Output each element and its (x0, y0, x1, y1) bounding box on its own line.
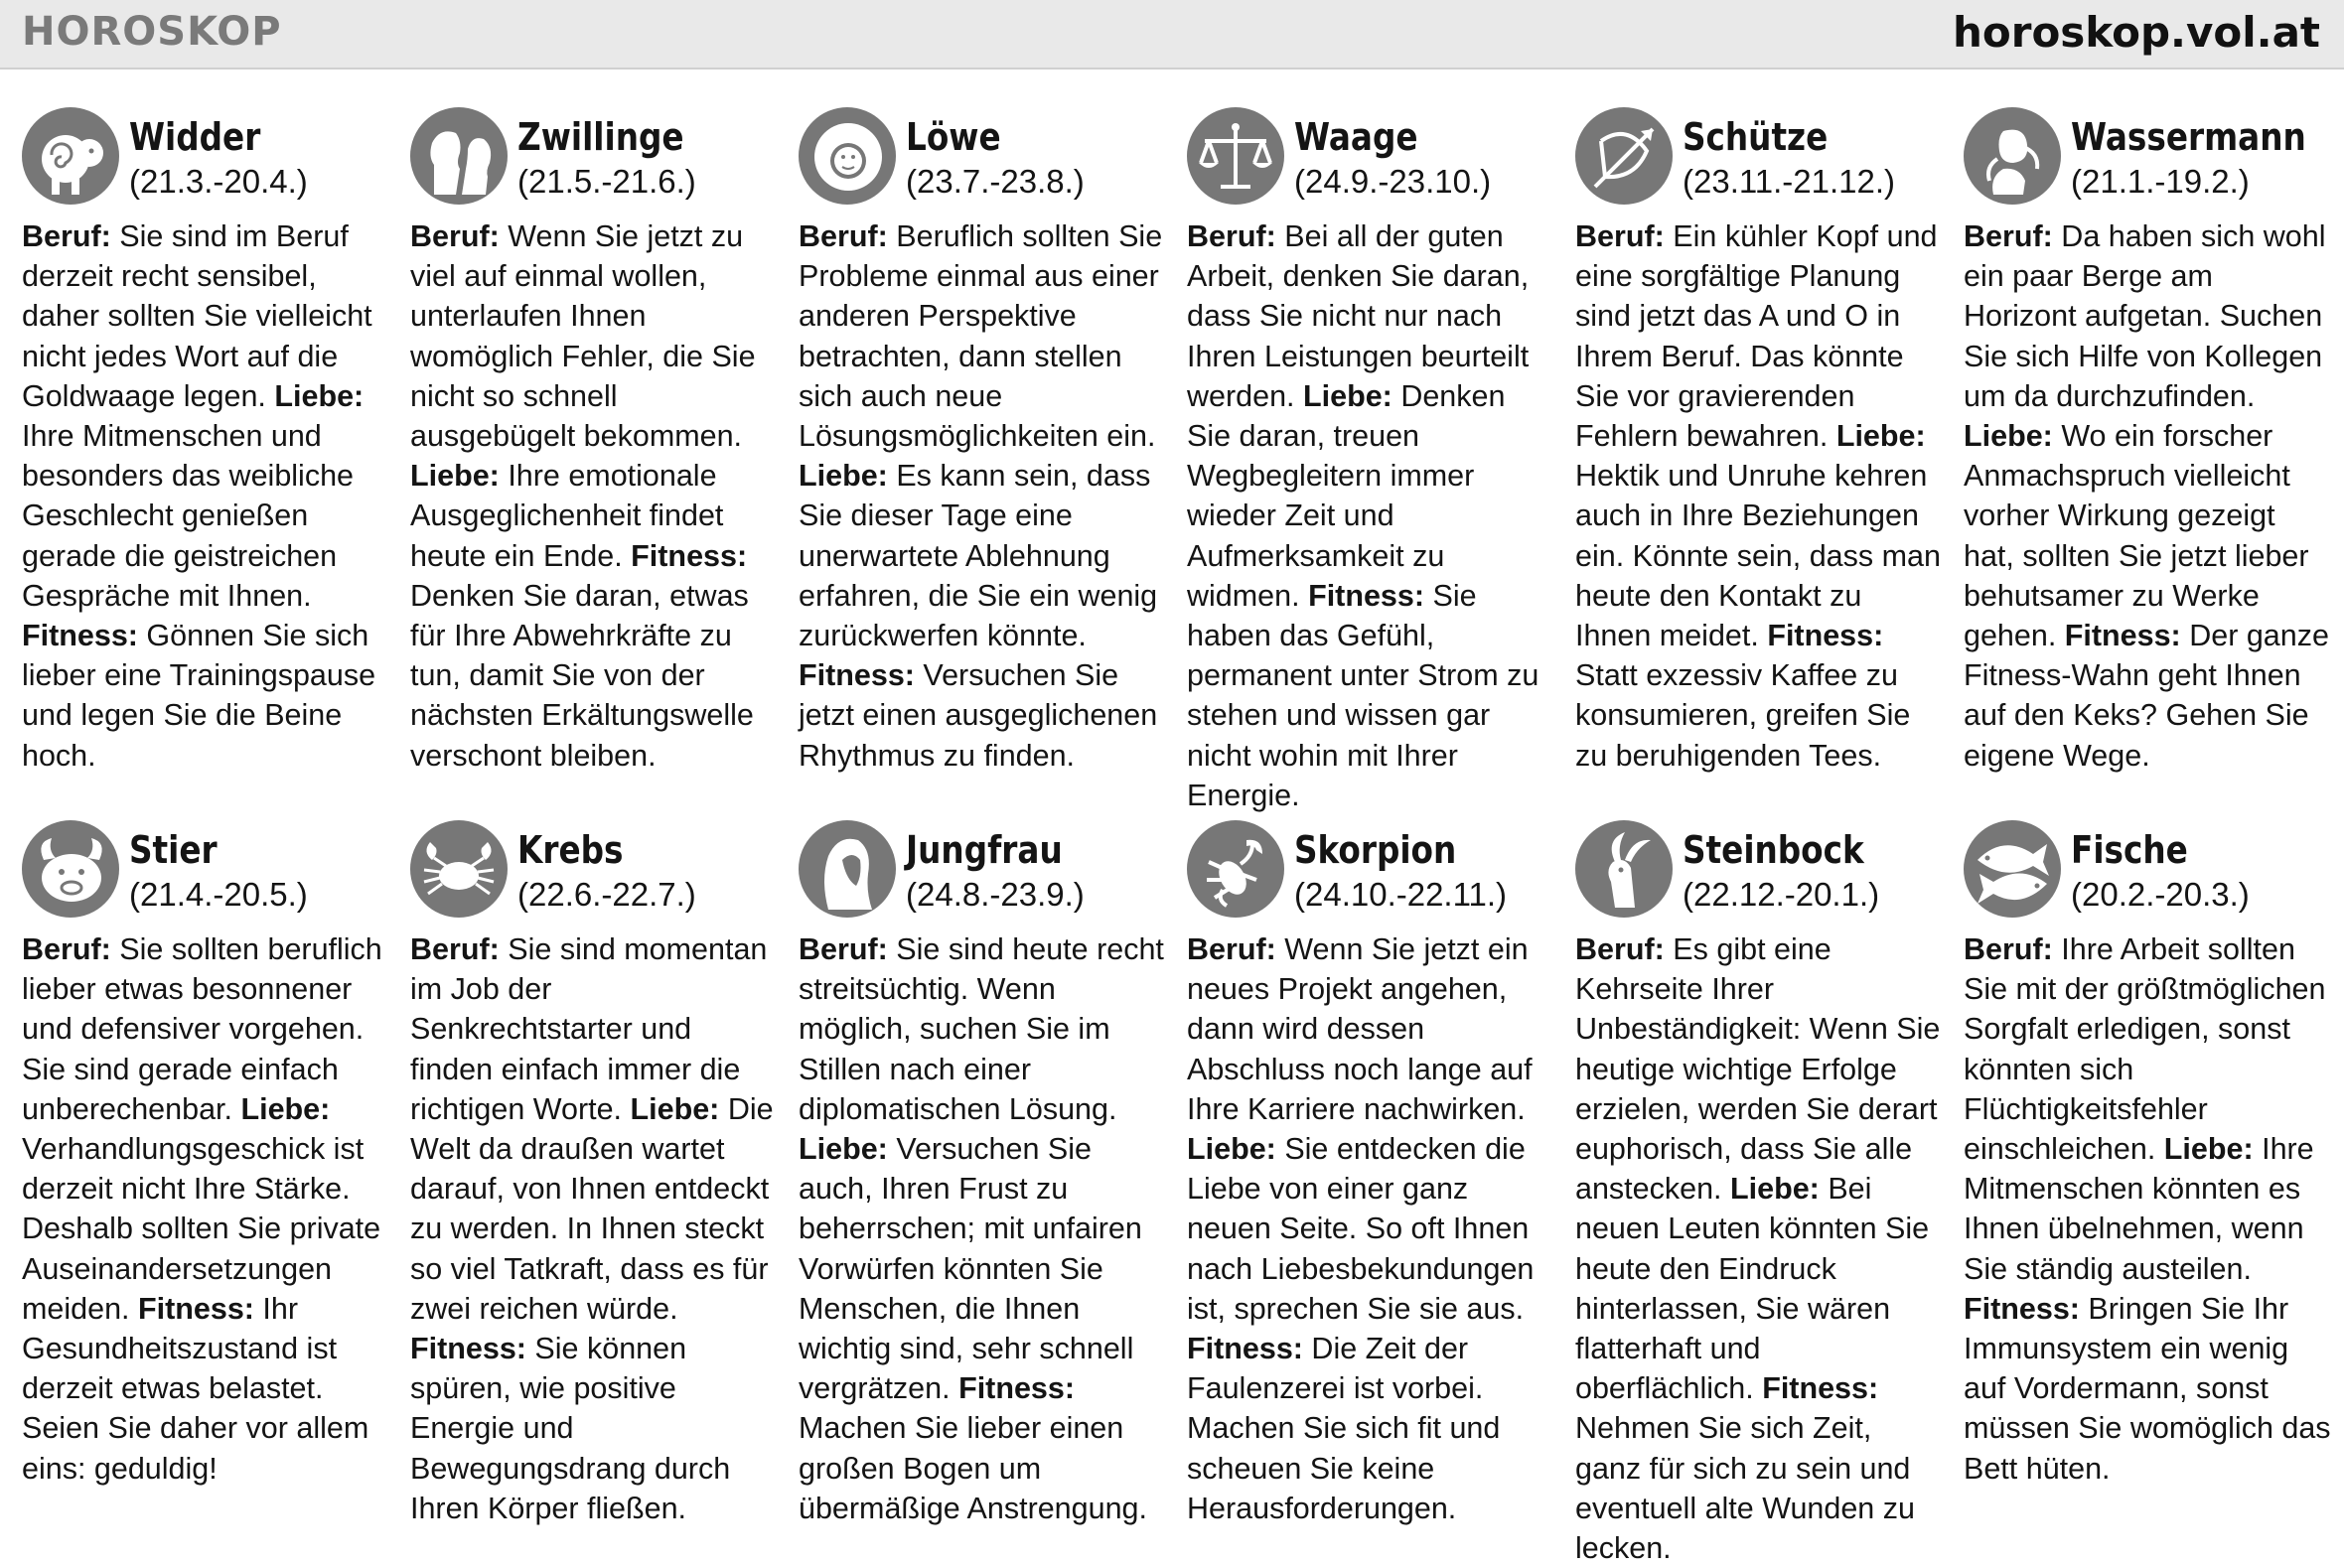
fitness-text: Der ganze Fitness-Wahn geht Ihnen auf den Keks? Gehen Sie eigene Wege. (1964, 619, 2329, 773)
fitness-text: Sie haben das Gefühl, permanent unter Strom zu stehen und wissen gar nicht wohin mit Ihrer Energie. (1187, 578, 1539, 812)
liebe-text: Sie entdecken die Liebe von einer ganz neuen Seite. So oft Ihnen nach Liebesbekundungen ist, sprechen Sie sie aus. (1187, 1132, 1535, 1326)
beruf-label: Beruf: (799, 932, 888, 966)
sign-dates: (23.11.-21.12.) (1683, 163, 1896, 200)
bull-icon (22, 820, 119, 918)
liebe-text: Ihre emotionale Ausgeglichenheit findet heute ein Ende. (410, 459, 724, 573)
fitness-text: Versuchen Sie jetzt einen ausgeglichenen Rhythmus zu finden. (799, 658, 1158, 773)
sign-text (1187, 216, 1554, 815)
liebe-text: Ihre Mitmenschen könnten es Ihnen übelnehmen, wenn Sie ständig austeilen. (1964, 1132, 2314, 1286)
sign-dates: (22.6.-22.7.) (517, 876, 696, 913)
sign-text (410, 216, 778, 776)
sign-text (1964, 216, 2331, 776)
sign-name: Steinbock (1683, 828, 1864, 872)
archer-bow-icon (1575, 107, 1673, 205)
sign-text (22, 929, 389, 1489)
beruf-text: Wenn Sie jetzt ein neues Projekt angehen, dann wird dessen Abschluss noch lange auf Ihre Karriere nachwirken. (1187, 932, 1533, 1126)
fitness-text: Ihr Gesundheitszustand ist derzeit etwas belastet. Seien Sie daher vor allem eins: geduldig! (22, 1291, 369, 1486)
sign-text (1575, 929, 1943, 1568)
liebe-text: Wo ein forscher Anmachspruch vielleicht vorher Wirkung gezeigt hat, sollten Sie jetzt lieber behutsamer zu Werke gehen. (1964, 419, 2309, 653)
sign-name: Wassermann (2071, 115, 2306, 159)
ibex-icon (1575, 820, 1673, 918)
fitness-label: Fitness: (2064, 619, 2181, 653)
virgin-icon (799, 820, 896, 918)
fitness-label: Fitness: (958, 1371, 1075, 1406)
liebe-text: Denken Sie daran, treuen Wegbegleitern immer wieder Zeit und Aufmerksamkeit zu widmen. (1187, 378, 1506, 613)
fitness-text: Nehmen Sie sich Zeit, ganz für sich zu sein und eventuell alte Wunden zu lecken. (1575, 1411, 1915, 1566)
liebe-text: Es kann sein, dass Sie dieser Tage eine unerwartete Ablehnung erfahren, die Sie ein wenig zurückwerfen könnte. (799, 459, 1158, 653)
liebe-label: Liebe: (630, 1091, 720, 1126)
beruf-text: Beruflich sollten Sie Probleme einmal aus einer anderen Perspektive betrachten, dann stellen sich auch neue Lösungsmöglichkeiten ein. (799, 219, 1163, 454)
beruf-text: Ihre Arbeit sollten Sie mit der größtmöglichen Sorgfalt erledigen, sonst könnten sich Flüchtigkeitsfehler einschleichen. (1964, 932, 2326, 1167)
sign-dates: (21.3.-20.4.) (129, 163, 308, 200)
sign-text (799, 216, 1166, 776)
fitness-text: Gönnen Sie sich lieber eine Trainingspause und legen Sie die Beine hoch. (22, 619, 376, 773)
site-url[interactable]: horoskop.vol.at (1952, 8, 2320, 57)
sign-name: Stier (129, 828, 218, 872)
sign-dates: (21.4.-20.5.) (129, 876, 308, 913)
liebe-label: Liebe: (799, 459, 888, 494)
sign-dates: (21.1.-19.2.) (2071, 163, 2250, 200)
sign-text (1964, 929, 2331, 1489)
twins-icon (410, 107, 508, 205)
liebe-label: Liebe: (1187, 1132, 1276, 1167)
beruf-text: Sie sollten beruflich lieber etwas besonnener und defensiver vorgehen. Sie sind gerade einfach unberechenbar. (22, 932, 382, 1126)
liebe-text: Hektik und Unruhe kehren auch in Ihre Beziehungen ein. Könnte sein, dass man heute den Kontakt zu Ihnen meidet. (1575, 459, 1941, 653)
fitness-label: Fitness: (138, 1291, 254, 1326)
sign-text (22, 216, 389, 776)
sign-dates: (23.7.-23.8.) (906, 163, 1085, 200)
beruf-text: Sie sind heute recht streitsüchtig. Wenn möglich, suchen Sie im Stillen nach einer diplomatischen Lösung. (799, 932, 1164, 1126)
fish-icon (1964, 820, 2061, 918)
liebe-label: Liebe: (799, 1132, 888, 1167)
sign-name: Schütze (1683, 115, 1829, 159)
beruf-label: Beruf: (1575, 932, 1665, 966)
beruf-text: Da haben sich wohl ein paar Berge am Horizont aufgetan. Suchen Sie sich Hilfe von Kollegen um da durchzufinden. (1964, 219, 2326, 413)
liebe-label: Liebe: (1835, 419, 1926, 454)
sign-text (1187, 929, 1554, 1528)
crab-icon (410, 820, 508, 918)
sign-name: Widder (129, 115, 261, 159)
fitness-text: Machen Sie lieber einen großen Bogen um übermäßige Anstrengung. (799, 1411, 1147, 1525)
liebe-label: Liebe: (274, 378, 365, 413)
fitness-label: Fitness: (1308, 578, 1424, 613)
liebe-label: Liebe: (1730, 1172, 1820, 1207)
fitness-text: Sie können spüren, wie positive Energie und Bewegungsdrang durch Ihren Körper fließen. (410, 1332, 731, 1525)
liebe-label: Liebe: (1303, 378, 1392, 413)
fitness-label: Fitness: (22, 619, 138, 653)
liebe-text: Die Welt da draußen wartet darauf, von Ihnen entdeckt zu werden. In Ihnen steckt so viel Tatkraft, dass es für zwei reichen würde. (410, 1091, 774, 1326)
liebe-text: Verhandlungsgeschick ist derzeit nicht Ihre Stärke. Deshalb sollten Sie private Auseinandersetzungen meiden. (22, 1132, 381, 1326)
sign-name: Skorpion (1294, 828, 1457, 872)
beruf-label: Beruf: (1575, 219, 1665, 253)
sign-dates: (21.5.-21.6.) (517, 163, 696, 200)
beruf-label: Beruf: (1187, 219, 1276, 253)
beruf-label: Beruf: (1964, 219, 2053, 253)
sign-dates: (20.2.-20.3.) (2071, 876, 2250, 913)
sign-dates: (22.12.-20.1.) (1683, 876, 1880, 913)
fitness-label: Fitness: (1964, 1291, 2080, 1326)
sign-text (1575, 216, 1943, 776)
liebe-label: Liebe: (2163, 1132, 2254, 1167)
beruf-label: Beruf: (22, 932, 111, 966)
liebe-text: Ihre Mitmenschen und besonders das weibliche Geschlecht genießen gerade die geistreichen Gespräche mit Ihnen. (22, 419, 355, 613)
sign-name: Jungfrau (906, 828, 1063, 872)
beruf-text: Ein kühler Kopf und eine sorgfältige Planung sind jetzt das A und O in Ihrem Beruf. Das könnte Sie vor gravierenden Fehlern bewahren. (1575, 219, 1938, 454)
fitness-label: Fitness: (799, 658, 915, 693)
beruf-text: Bei all der guten Arbeit, denken Sie daran, dass Sie nicht nur nach Ihren Leistungen beurteilt werden. (1187, 219, 1530, 413)
sign-name: Krebs (517, 828, 624, 872)
water-bearer-icon (1964, 107, 2061, 205)
page-title: HOROSKOP (22, 9, 282, 55)
beruf-label: Beruf: (1964, 932, 2053, 966)
sign-name: Löwe (906, 115, 1001, 159)
sign-dates: (24.9.-23.10.) (1294, 163, 1492, 200)
fitness-label: Fitness: (631, 538, 748, 573)
sign-name: Waage (1294, 115, 1418, 159)
scorpion-icon (1187, 820, 1284, 918)
fitness-text: Bringen Sie Ihr Immunsystem ein wenig auf Vordermann, sonst müssen Sie womöglich das Bett hüten. (1964, 1291, 2331, 1486)
fitness-text: Statt exzessiv Kaffee zu konsumieren, greifen Sie zu beruhigenden Tees. (1575, 658, 1911, 773)
liebe-text: Bei neuen Leuten könnten Sie heute den Eindruck hinterlassen, Sie wären flatterhaft und oberflächlich. (1575, 1172, 1930, 1406)
sign-text (799, 929, 1166, 1528)
fitness-label: Fitness: (1767, 619, 1884, 653)
scales-icon (1187, 107, 1284, 205)
beruf-text: Sie sind im Beruf derzeit recht sensibel, daher sollten Sie vielleicht nicht jedes Wort auf die Goldwaage legen. (22, 219, 372, 413)
beruf-label: Beruf: (410, 932, 500, 966)
fitness-label: Fitness: (410, 1332, 526, 1366)
beruf-text: Sie sind momentan im Job der Senkrechtstarter und finden einfach immer die richtigen Worte. (410, 932, 768, 1126)
liebe-text: Versuchen Sie auch, Ihren Frust zu beherrschen; mit unfairen Vorwürfen könnten Sie Menschen, die Ihnen wichtig sind, sehr schnell vergrätzen. (799, 1132, 1142, 1406)
fitness-label: Fitness: (1187, 1332, 1303, 1366)
beruf-text: Es gibt eine Kehrseite Ihrer Unbeständigkeit: Wenn Sie heutige wichtige Erfolge erzielen, werden Sie derart euphorisch, dass Sie alle anstecken. (1575, 932, 1941, 1207)
sign-name: Zwillinge (517, 115, 684, 159)
ram-icon (22, 107, 119, 205)
lion-icon (799, 107, 896, 205)
sign-dates: (24.8.-23.9.) (906, 876, 1085, 913)
liebe-label: Liebe: (1964, 419, 2053, 454)
liebe-label: Liebe: (410, 459, 500, 494)
sign-dates: (24.10.-22.11.) (1294, 876, 1508, 913)
beruf-label: Beruf: (1187, 932, 1276, 966)
sign-text (410, 929, 778, 1528)
liebe-label: Liebe: (240, 1091, 331, 1126)
sign-name: Fische (2071, 828, 2188, 872)
header-bar (0, 0, 2344, 70)
beruf-text: Wenn Sie jetzt zu viel auf einmal wollen, unterlaufen Ihnen womöglich Fehler, die Sie nicht so schnell ausgebügelt bekommen. (410, 219, 756, 454)
fitness-text: Die Zeit der Faulenzerei ist vorbei. Machen Sie sich fit und scheuen Sie keine Herausforderungen. (1187, 1332, 1501, 1525)
fitness-text: Denken Sie daran, etwas für Ihre Abwehrkräfte zu tun, damit Sie von der nächsten Erkältungswelle verschont bleiben. (410, 578, 754, 773)
beruf-label: Beruf: (410, 219, 500, 253)
beruf-label: Beruf: (22, 219, 111, 253)
fitness-label: Fitness: (1762, 1371, 1879, 1406)
beruf-label: Beruf: (799, 219, 888, 253)
